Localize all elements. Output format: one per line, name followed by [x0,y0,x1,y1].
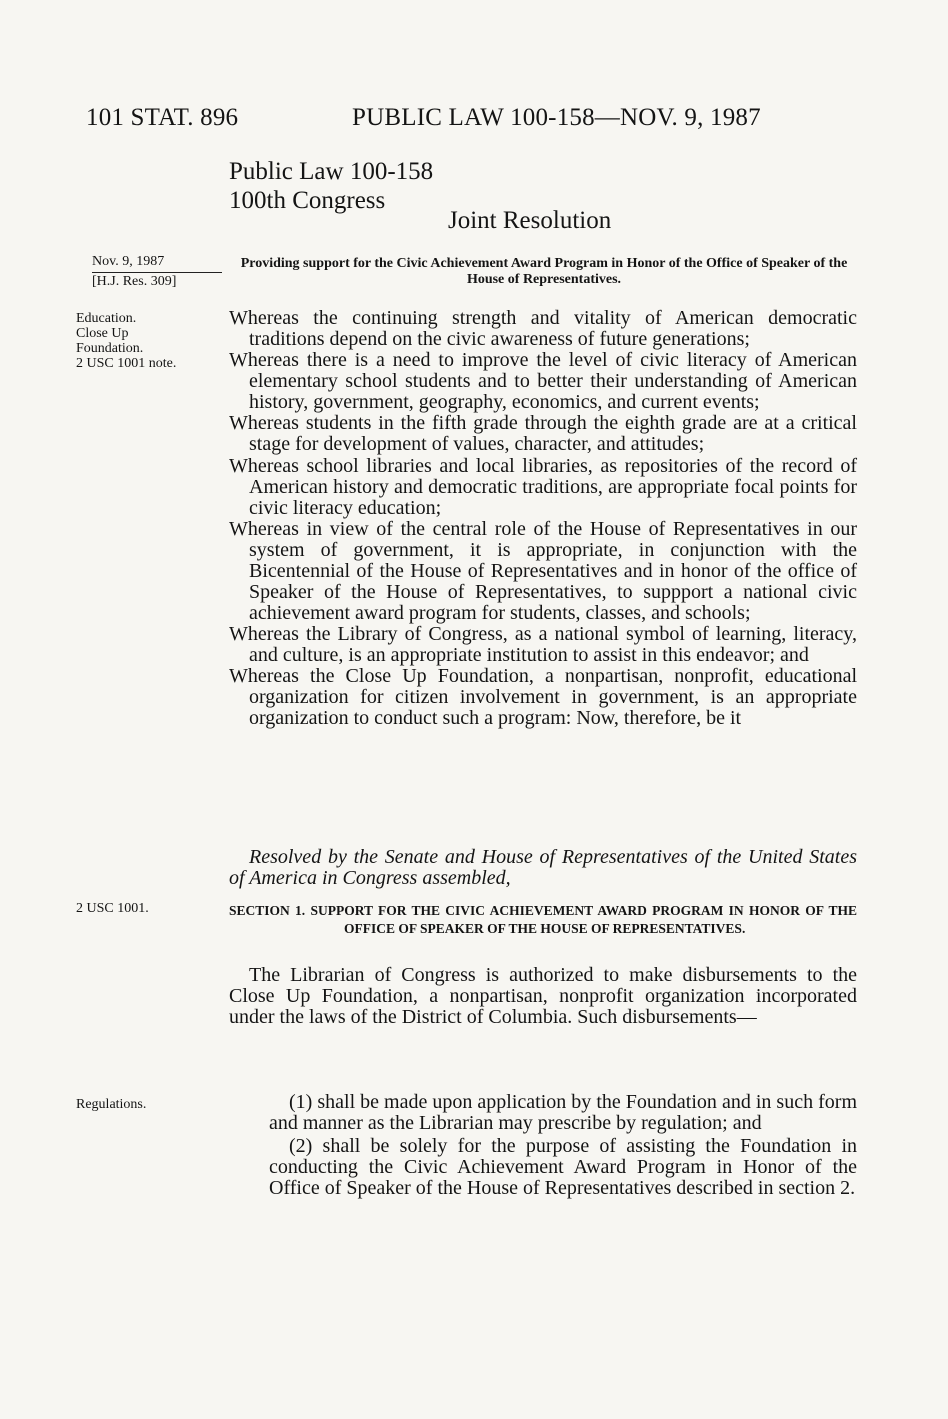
section-item: (1) shall be made upon application by the Foundation and in such form and manner as the Librarian may prescribe by regulation; and [269,1091,857,1134]
margin-divider [92,272,222,273]
document-type-title: Joint Resolution [448,207,612,234]
margin-regulations: Regulations. [76,1097,147,1112]
law-reference: PUBLIC LAW 100-158—NOV. 9, 1987 [352,104,761,131]
margin-topic: 2 USC 1001 note. [76,356,177,371]
section-heading: SECTION 1. SUPPORT FOR THE CIVIC ACHIEVEMENT AWARD PROGRAM IN HONOR OF THE OFFICE OF SPEAKER OF THE HOUSE OF REPRESENTATIVES. [229,903,857,936]
congress-number: 100th Congress [229,187,386,214]
purpose-statement: Providing support for the Civic Achievement Award Program in Honor of the Office of Speaker of the House of Representatives. [240,256,848,287]
margin-date: Nov. 9, 1987 [92,254,165,269]
margin-topics [76,311,226,371]
section-paragraph: The Librarian of Congress is authorized to make disbursements to the Close Up Foundation, a nonpartisan, nonprofit organization incorporated under the laws of the District of Columbia. Such disbursements— [229,964,857,1028]
page-reference: 101 STAT. 896 [86,104,239,131]
section-item: (2) shall be solely for the purpose of assisting the Foundation in conducting the Civic Achievement Award Program in Honor of the Office of Speaker of the House of Representatives described in section 2. [269,1135,857,1199]
margin-resolution-number: [H.J. Res. 309] [92,274,177,289]
whereas-clause: Whereas students in the fifth grade through the eighth grade are at a critical stage for development of values, character, and attitudes; [229,412,857,456]
whereas-clause: Whereas the continuing strength and vitality of American democratic traditions depend on the civic awareness of future generations; [229,307,857,350]
margin-topic: Foundation. [76,341,144,356]
margin-topic: Education. [76,311,137,326]
whereas-clause: Whereas the Library of Congress, as a national symbol of learning, literacy, and culture, is an appropriate institution to assist in this endeavor; and [229,622,857,666]
whereas-clause: Whereas there is a need to improve the level of civic literacy of American elementary school students and to better their understanding of American history, government, geography, economics, and current events; [229,349,857,414]
whereas-clause: Whereas in view of the central role of the House of Representatives in our system of government, it is appropriate, in conjunction with the Bicentennial of the House of Representatives and in honor of the office of Speaker of the House of Representatives, to suppport a national civic achievement award program for students, classes, and schools; [229,517,857,624]
margin-section-usc: 2 USC 1001. [76,901,149,916]
whereas-clauses [229,308,857,729]
margin-topic: Close Up [76,326,129,341]
whereas-clause: Whereas school libraries and local libraries, as repositories of the record of American history and democratic traditions, are appropriate focal points for civic literacy education; [229,454,857,519]
whereas-clause: Whereas the Close Up Foundation, a nonpartisan, nonprofit, educational organization for citizen involvement in government, is an appropriate organization to conduct such a program: Now, therefore, be it [229,665,857,730]
section-items [269,1092,857,1201]
public-law-number: Public Law 100-158 [229,158,434,185]
resolving-clause: Resolved by the Senate and House of Representatives of the United States of America in Congress assembled, [229,846,857,889]
